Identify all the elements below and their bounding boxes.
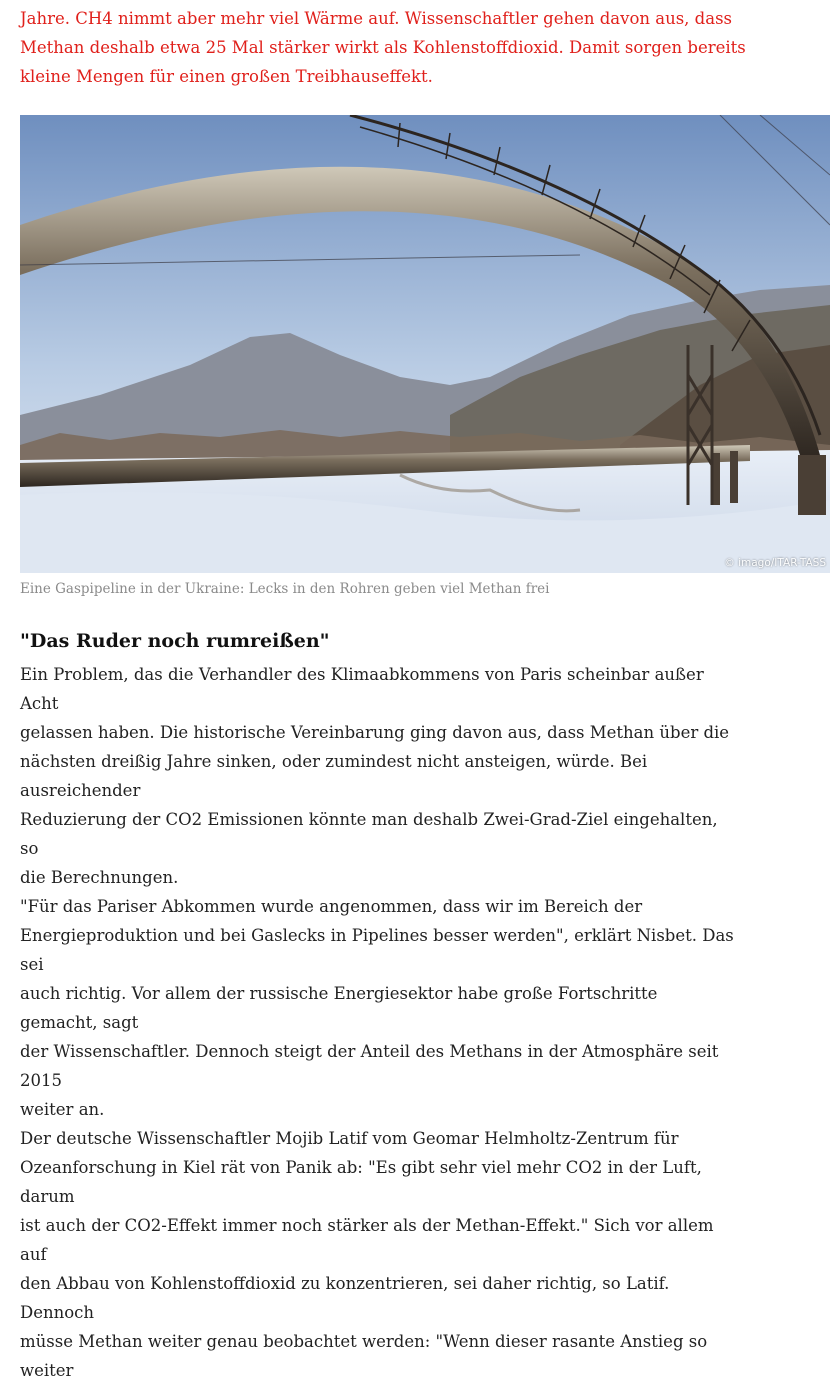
article-body (20, 660, 740, 1385)
body-line: weiter an. (20, 1100, 105, 1119)
intro-line: Methan deshalb etwa 25 Mal stärker wirkt als Kohlenstoffdioxid. Damit sorgen bereits (20, 38, 746, 57)
body-line: ist auch der CO2-Effekt immer noch stärker als der Methan-Effekt." Sich vor allem auf (20, 1216, 714, 1264)
body-line: Energieproduktion und bei Gaslecks in Pipelines besser werden", erklärt Nisbet. Das sei (20, 926, 734, 974)
body-line: Ozeanforschung in Kiel rät von Panik ab: "Es gibt sehr viel mehr CO2 in der Luft, darum (20, 1158, 702, 1206)
intro-paragraph (20, 4, 810, 91)
body-line: Ein Problem, das die Verhandler des Klimaabkommens von Paris scheinbar außer Acht (20, 665, 704, 713)
body-line: Reduzierung der CO2 Emissionen könnte man deshalb Zwei-Grad-Ziel eingehalten, so (20, 810, 718, 858)
body-line: der Wissenschaftler. Dennoch steigt der Anteil des Methans in der Atmosphäre seit 2015 (20, 1042, 719, 1090)
body-line: die Berechnungen. (20, 868, 179, 887)
body-line: "Für das Pariser Abkommen wurde angenommen, dass wir im Bereich der (20, 897, 643, 916)
pipeline-illustration (20, 115, 830, 573)
intro-line: Jahre. CH4 nimmt aber mehr viel Wärme auf. Wissenschaftler gehen davon aus, dass (20, 9, 733, 28)
body-line: nächsten dreißig Jahre sinken, oder zumindest nicht ansteigen, würde. Bei ausreichender (20, 752, 648, 800)
body-line: den Abbau von Kohlenstoffdioxid zu konzentrieren, sei daher richtig, so Latif. Dennoch (20, 1274, 670, 1322)
article-photo-pipeline (20, 115, 830, 573)
body-line: auch richtig. Vor allem der russische Energiesektor habe große Fortschritte gemacht, sagt (20, 984, 658, 1032)
section-heading: "Das Ruder noch rumreißen" (20, 630, 330, 652)
photo-caption: Eine Gaspipeline in der Ukraine: Lecks in den Rohren geben viel Methan frei (20, 581, 550, 597)
body-line: Der deutsche Wissenschaftler Mojib Latif vom Geomar Helmholtz-Zentrum für (20, 1129, 679, 1148)
body-line: gelassen haben. Die historische Vereinbarung ging davon aus, dass Methan über die (20, 723, 730, 742)
body-line: müsse Methan weiter genau beobachtet werden: "Wenn dieser rasante Anstieg so weiter (20, 1332, 708, 1380)
intro-line: kleine Mengen für einen großen Treibhauseffekt. (20, 67, 433, 86)
photo-credit: © imago/ITAR-TASS (724, 557, 826, 569)
